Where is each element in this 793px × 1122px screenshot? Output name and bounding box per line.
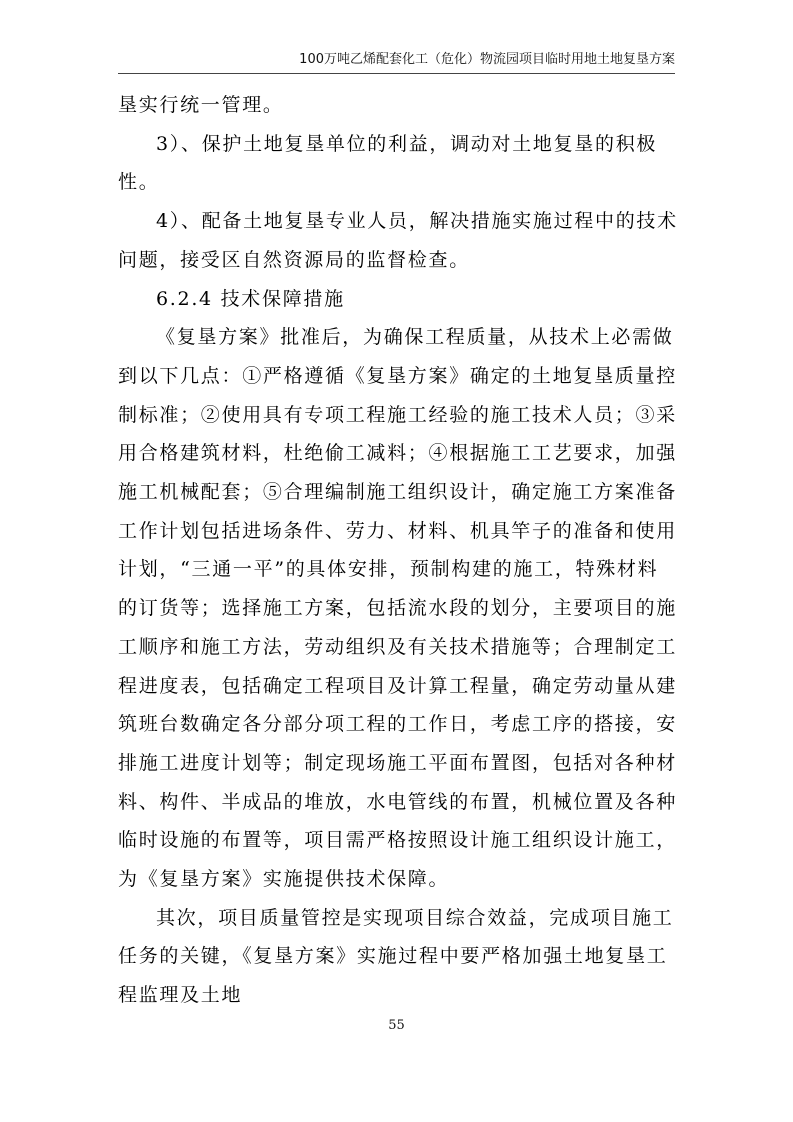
page-number: 55	[388, 1018, 405, 1033]
paragraph-continuation: 垦实行统一管理。	[118, 94, 284, 116]
running-header: 100万吨乙烯配套化工（危化）物流园项目临时用地土地复垦方案	[299, 52, 675, 67]
section-number: 6.2.4	[156, 287, 213, 310]
paragraph-technical-measures: 《复垦方案》批准后，为确保工程质量，从技术上必需做到以下几点：①严格遵循《复垦方案》确定的土地复垦质量控制标准；②使用具有专项工程施工经验的施工技术人员；③采用合格建筑材料，杜绝偷工减料；④根据施工工艺要求，加强施工机械配套；⑤合理编制施工组织设计，确定施工方案准备工作计划包括进场条件、劳力、材料、机具竿子的准备和使用计划，“三通一平”的具体安排，预制构建的施工，特殊材料的订货等；选择施工方案，包括流水段的划分，主要项目的施工顺序和施工方法，劳动组织及有关技术措施等；合理制定工程进度表，包括确定工程项目及计算工程量，确定劳动量从建筑班台数确定各分部分项工程的工作日，考虑工序的搭接，安排施工进度计划等；制定现场施工平面布置图，包括对各种材料、构件、半成品的堆放，水电管线的布置，机械位置及各种临时设施的布置等，项目需严格按照设计施工组织设计施工，为《复垦方案》实施提供技术保障。	[118, 326, 677, 891]
section-heading	[118, 280, 678, 319]
paragraph-quality-control: 其次，项目质量管控是实现项目综合效益，完成项目施工任务的关键，《复垦方案》实施过程中要严格加强土地复垦工程监理及土地	[118, 906, 674, 1007]
document-body	[118, 86, 678, 1015]
header-rule	[118, 73, 675, 74]
paragraph-item-4: 4）、配备土地复垦专业人员，解决措施实施过程中的技术问题，接受区自然资源局的监督检查。	[118, 210, 678, 271]
section-title: 技术保障措施	[220, 287, 345, 310]
paragraph-item-3: 3）、保护土地复垦单位的利益，调动对土地复垦的积极性。	[118, 132, 658, 194]
